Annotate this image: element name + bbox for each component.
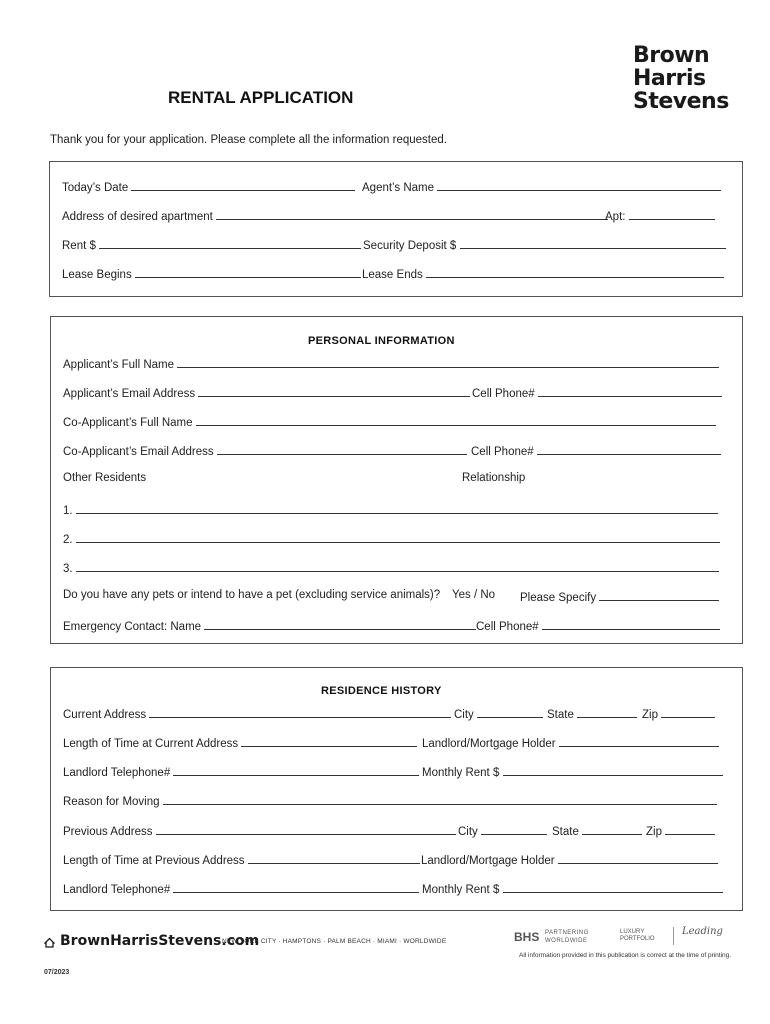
coapplicant-name-line[interactable] <box>196 414 716 426</box>
length-current-label: Length of Time at Current Address <box>63 738 239 750</box>
rent-label: Rent $ <box>62 240 96 252</box>
length-previous-line[interactable] <box>248 852 420 864</box>
previous-landlord-line[interactable] <box>558 852 718 864</box>
applicant-name-field[interactable] <box>63 356 719 371</box>
length-previous-label: Length of Time at Previous Address <box>63 855 245 867</box>
emergency-contact-label: Emergency Contact: Name <box>63 621 202 633</box>
residence-history-box <box>50 667 743 911</box>
residence-history-heading: RESIDENCE HISTORY <box>321 685 442 697</box>
current-city-label: City <box>454 709 474 721</box>
emergency-contact-field[interactable] <box>63 618 476 633</box>
apt-line[interactable] <box>629 208 715 220</box>
bhs-partner-text: PARTNERING WORLDWIDE <box>545 930 589 944</box>
applicant-email-field[interactable] <box>63 385 470 400</box>
previous-landlord-phone-line[interactable] <box>173 881 419 893</box>
current-monthly-rent-field[interactable] <box>422 764 723 779</box>
applicant-name-label: Applicant’s Full Name <box>63 359 175 371</box>
apt-label: Apt: <box>605 211 626 223</box>
coapplicant-cell-field[interactable] <box>471 443 721 458</box>
intro-text: Thank you for your application. Please complete all the information requested. <box>50 134 447 146</box>
length-current-line[interactable] <box>241 735 417 747</box>
footer-website[interactable]: BrownHarrisStevens.com <box>60 933 260 949</box>
current-state-label: State <box>547 709 574 721</box>
agents-name-line[interactable] <box>437 179 721 191</box>
leading-partner-logo: Leading <box>682 926 723 937</box>
applicant-email-label: Applicant’s Email Address <box>63 388 196 400</box>
current-landlord-phone-label: Landlord Telephone# <box>63 767 171 779</box>
reason-moving-line[interactable] <box>163 793 717 805</box>
home-icon <box>44 935 55 946</box>
previous-zip-label: Zip <box>646 826 662 838</box>
resident-1-label: 1. <box>63 505 73 517</box>
security-deposit-label: Security Deposit $ <box>363 240 457 252</box>
length-current-field[interactable] <box>63 735 417 750</box>
emergency-cell-line[interactable] <box>542 618 720 630</box>
previous-city-line[interactable] <box>481 823 547 835</box>
lease-begins-label: Lease Begins <box>62 269 132 281</box>
current-state-line[interactable] <box>577 706 637 718</box>
current-monthly-rent-label: Monthly Rent $ <box>422 767 500 779</box>
current-zip-line[interactable] <box>661 706 715 718</box>
bhs-partner-logo: BHS <box>514 930 540 944</box>
previous-landlord-field[interactable] <box>421 852 718 867</box>
lease-ends-label: Lease Ends <box>362 269 423 281</box>
current-state-field[interactable] <box>547 706 637 721</box>
coapplicant-name-label: Co-Applicant’s Full Name <box>63 417 193 429</box>
current-landlord-line[interactable] <box>559 735 719 747</box>
resident-3-line[interactable] <box>76 560 719 572</box>
apt-field[interactable] <box>605 208 715 223</box>
emergency-cell-field[interactable] <box>476 618 720 633</box>
page-title: RENTAL APPLICATION <box>168 88 354 107</box>
logo-line-3: Stevens <box>633 89 729 114</box>
previous-address-field[interactable] <box>63 823 456 838</box>
previous-monthly-rent-label: Monthly Rent $ <box>422 884 500 896</box>
applicant-name-line[interactable] <box>177 356 719 368</box>
current-landlord-phone-line[interactable] <box>173 764 419 776</box>
pets-question: Do you have any pets or intend to have a pet (excluding service animals)? <box>63 589 441 601</box>
coapplicant-email-line[interactable] <box>217 443 467 455</box>
previous-zip-field[interactable] <box>646 823 715 838</box>
address-line[interactable] <box>216 208 608 220</box>
logo-line-2: Harris <box>633 66 706 91</box>
current-city-field[interactable] <box>454 706 543 721</box>
previous-address-line[interactable] <box>156 823 456 835</box>
current-zip-label: Zip <box>642 709 658 721</box>
reason-moving-field[interactable] <box>63 793 717 808</box>
previous-monthly-rent-line[interactable] <box>503 881 723 893</box>
security-deposit-line[interactable] <box>460 237 726 249</box>
address-field[interactable] <box>62 208 608 223</box>
previous-zip-line[interactable] <box>665 823 715 835</box>
emergency-cell-label: Cell Phone# <box>476 621 539 633</box>
other-residents-label: Other Residents <box>63 472 147 484</box>
footer-date: 07/2023 <box>44 969 70 976</box>
previous-address-label: Previous Address <box>63 826 153 838</box>
previous-state-field[interactable] <box>552 823 642 838</box>
security-deposit-field[interactable] <box>363 237 726 252</box>
lease-ends-line[interactable] <box>426 266 724 278</box>
current-landlord-label: Landlord/Mortgage Holder <box>422 738 556 750</box>
coapplicant-cell-line[interactable] <box>537 443 721 455</box>
current-address-line[interactable] <box>149 706 451 718</box>
resident-row-2[interactable] <box>63 531 720 546</box>
rent-line[interactable] <box>99 237 361 249</box>
relationship-label: Relationship <box>462 472 526 484</box>
logo-line-1: Brown <box>633 43 710 68</box>
resident-2-label: 2. <box>63 534 73 546</box>
partner-divider <box>673 927 674 945</box>
resident-2-line[interactable] <box>76 531 720 543</box>
previous-landlord-phone-label: Landlord Telephone# <box>63 884 171 896</box>
resident-3-label: 3. <box>63 563 73 575</box>
resident-row-1[interactable] <box>63 502 718 517</box>
current-zip-field[interactable] <box>642 706 715 721</box>
rent-field[interactable] <box>62 237 361 252</box>
applicant-email-line[interactable] <box>198 385 470 397</box>
todays-date-label: Today’s Date <box>62 182 129 194</box>
current-monthly-rent-line[interactable] <box>503 764 723 776</box>
resident-row-3[interactable] <box>63 560 719 575</box>
lease-begins-line[interactable] <box>135 266 361 278</box>
previous-state-line[interactable] <box>582 823 642 835</box>
previous-city-field[interactable] <box>458 823 547 838</box>
resident-1-line[interactable] <box>76 502 718 514</box>
pets-specify-field[interactable] <box>520 589 719 604</box>
previous-city-label: City <box>458 826 478 838</box>
current-address-label: Current Address <box>63 709 147 721</box>
lease-begins-field[interactable] <box>62 266 361 281</box>
todays-date-line[interactable] <box>131 179 355 191</box>
address-label: Address of desired apartment <box>62 211 213 223</box>
personal-information-heading: PERSONAL INFORMATION <box>308 335 455 347</box>
coapplicant-name-field[interactable] <box>63 414 716 429</box>
footer-cities: NEW YORK CITY · HAMPTONS · PALM BEACH · MIAMI · WORLDWIDE <box>222 938 447 945</box>
emergency-contact-line[interactable] <box>204 618 476 630</box>
applicant-cell-line[interactable] <box>538 385 722 397</box>
previous-state-label: State <box>552 826 579 838</box>
applicant-cell-field[interactable] <box>472 385 722 400</box>
footer-disclaimer: All information provided in this publication is correct at the time of printing. <box>519 952 732 959</box>
coapplicant-email-label: Co-Applicant’s Email Address <box>63 446 214 458</box>
reason-moving-label: Reason for Moving <box>63 796 160 808</box>
todays-date-field[interactable] <box>62 179 355 194</box>
lease-ends-field[interactable] <box>362 266 724 281</box>
current-city-line[interactable] <box>477 706 543 718</box>
pets-specify-line[interactable] <box>599 589 719 601</box>
applicant-cell-label: Cell Phone# <box>472 388 535 400</box>
previous-monthly-rent-field[interactable] <box>422 881 723 896</box>
agents-name-label: Agent’s Name <box>362 182 435 194</box>
agents-name-field[interactable] <box>362 179 721 194</box>
coapplicant-cell-label: Cell Phone# <box>471 446 534 458</box>
brown-harris-stevens-logo <box>633 44 733 113</box>
current-landlord-phone-field[interactable] <box>63 764 419 779</box>
coapplicant-email-field[interactable] <box>63 443 467 458</box>
length-previous-field[interactable] <box>63 852 420 867</box>
pets-specify-label: Please Specify <box>520 592 597 604</box>
current-address-field[interactable] <box>63 706 451 721</box>
previous-landlord-phone-field[interactable] <box>63 881 419 896</box>
pets-yes-no[interactable]: Yes / No <box>452 589 496 601</box>
previous-landlord-label: Landlord/Mortgage Holder <box>421 855 555 867</box>
luxury-portfolio-logo: LUXURY PORTFOLIO <box>620 929 655 942</box>
current-landlord-field[interactable] <box>422 735 719 750</box>
